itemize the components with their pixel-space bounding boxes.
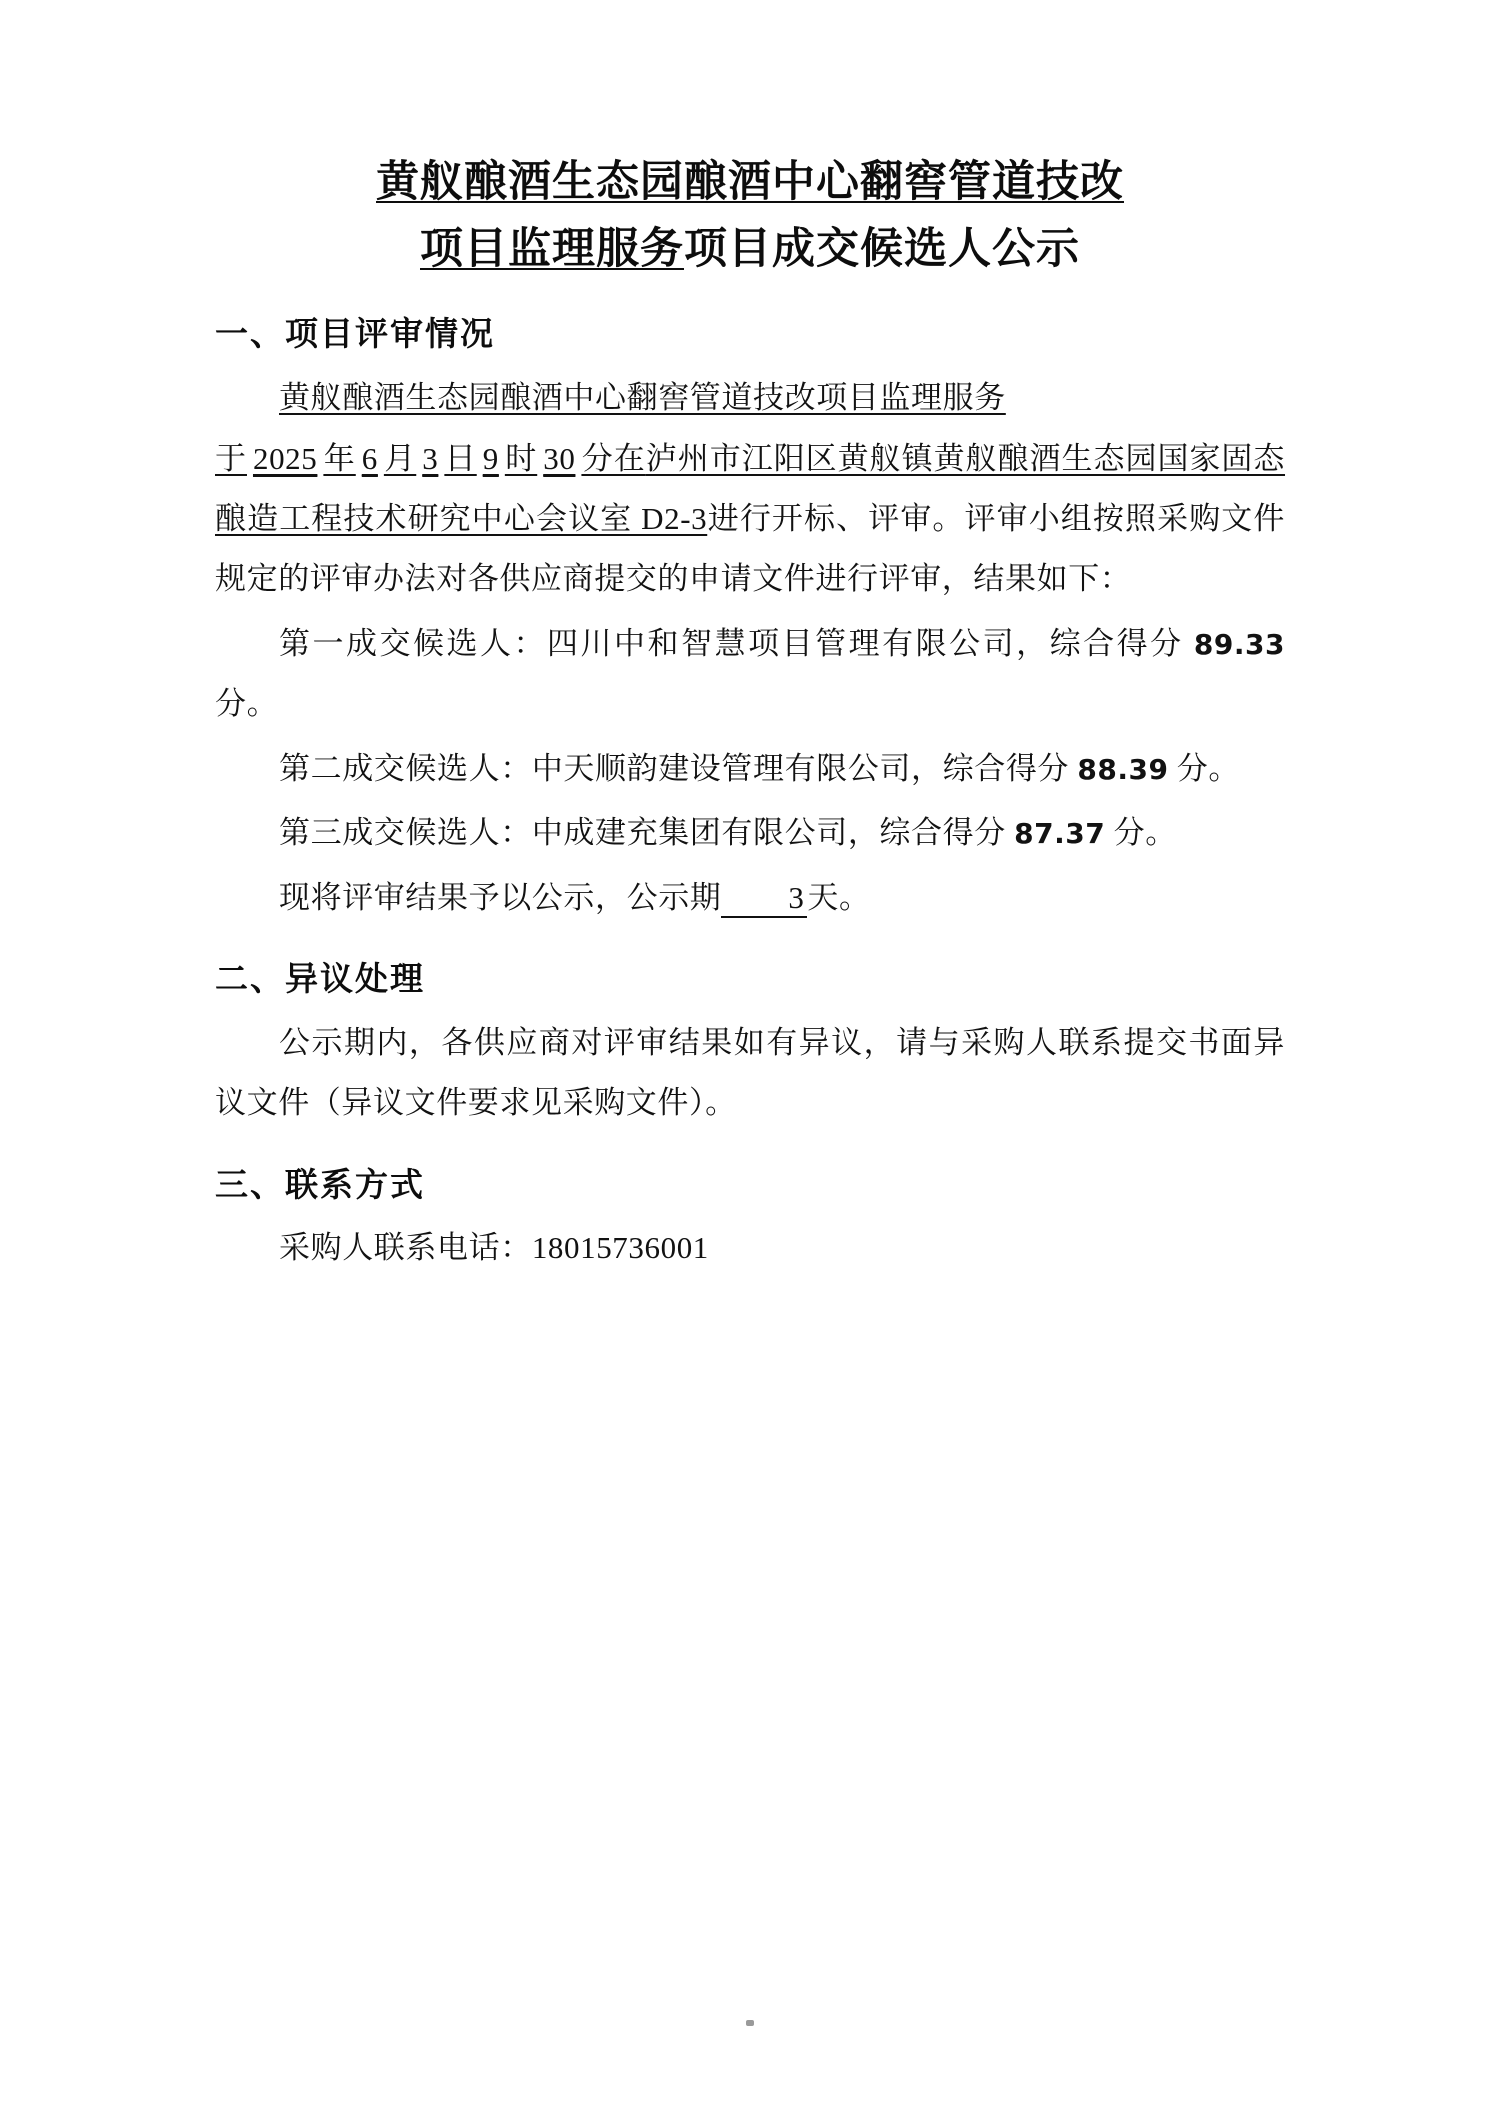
candidate-3-score: 87.37	[1014, 817, 1106, 851]
candidate-3-label: 第三成交候选人：	[279, 815, 532, 851]
candidate-3-line	[215, 803, 1285, 863]
section-1-paragraph-1-tail: 进行开标、评审。评审小组按照采购文件规定的评审办法对各供应商提交的申请文件进行评审，结果如下：	[215, 500, 1285, 597]
contact-phone-label: 采购人联系电话：	[279, 1230, 532, 1266]
page-title-line-1: 黄舣酿酒生态园酿酒中心翻窖管道技改	[376, 159, 1124, 206]
candidate-1-score-suffix: 分。	[215, 686, 279, 722]
day-value: 3	[422, 440, 439, 476]
section-3-paragraph-1	[215, 1218, 1285, 1278]
minute-value: 30	[543, 440, 576, 476]
candidate-3-name: 中成建充集团有限公司	[531, 815, 848, 851]
section-heading-2: 二、异议处理	[215, 962, 425, 999]
candidate-2-score-suffix: 分。	[1168, 750, 1241, 786]
hour-unit: 时	[504, 440, 538, 476]
publicity-period-suffix: 天。	[807, 879, 871, 915]
publicity-period-prefix: 现将评审结果予以公示，公示期	[279, 879, 722, 915]
candidate-1-score: 89.33	[1193, 627, 1285, 661]
candidate-2-label: 第二成交候选人：	[279, 750, 532, 786]
candidate-1-name: 四川中和智慧项目管理有限公司	[547, 625, 1017, 661]
section-1-paragraph-1	[215, 368, 1285, 610]
day-unit: 日	[444, 440, 477, 476]
contact-phone-value: 18015736001	[531, 1230, 709, 1266]
page-footer-mark	[746, 2020, 754, 2026]
candidate-2-score: 88.39	[1077, 752, 1169, 786]
meeting-place: 泸州市江阳区黄舣镇黄舣酿酒生态园国家固态酿造工程技术研究中心会议室 D2-3	[215, 440, 1286, 536]
year-value: 2025	[252, 440, 318, 476]
page-title-line-2	[215, 217, 1285, 284]
year-unit: 年	[323, 440, 356, 476]
month-unit: 月	[383, 440, 417, 476]
publicity-period-days: 3	[721, 879, 807, 918]
page-title	[215, 150, 1285, 283]
minute-unit: 分在	[581, 440, 646, 476]
candidate-1-score-prefix: ，综合得分	[1016, 625, 1194, 661]
section-2-paragraph-1: 公示期内，各供应商对评审结果如有异议，请与采购人联系提交书面异议文件（异议文件要求见采购文件）。	[215, 1024, 1285, 1121]
candidate-2-name: 中天顺韵建设管理有限公司	[531, 750, 912, 786]
section-heading-1: 一、项目评审情况	[215, 317, 495, 354]
publicity-period-line	[215, 868, 1285, 928]
project-name-inline: 黄舣酿酒生态园酿酒中心翻窖管道技改项目监理服务	[279, 380, 1006, 416]
section-heading-3: 三、联系方式	[215, 1167, 425, 1204]
hour-value: 9	[482, 440, 499, 476]
page-title-line-2-underlined: 项目监理服务	[420, 225, 684, 273]
time-prefix: 于	[215, 440, 247, 476]
candidate-3-score-prefix: ，综合得分	[847, 815, 1015, 851]
candidate-1-line	[215, 614, 1285, 735]
candidate-2-line	[215, 739, 1285, 799]
page-title-line-2-rest: 项目成交候选人公示	[684, 225, 1080, 273]
candidate-3-score-suffix: 分。	[1105, 815, 1177, 851]
candidate-1-label: 第一成交候选人：	[279, 625, 548, 661]
candidate-2-score-prefix: ，综合得分	[911, 750, 1078, 786]
month-value: 6	[361, 440, 378, 476]
